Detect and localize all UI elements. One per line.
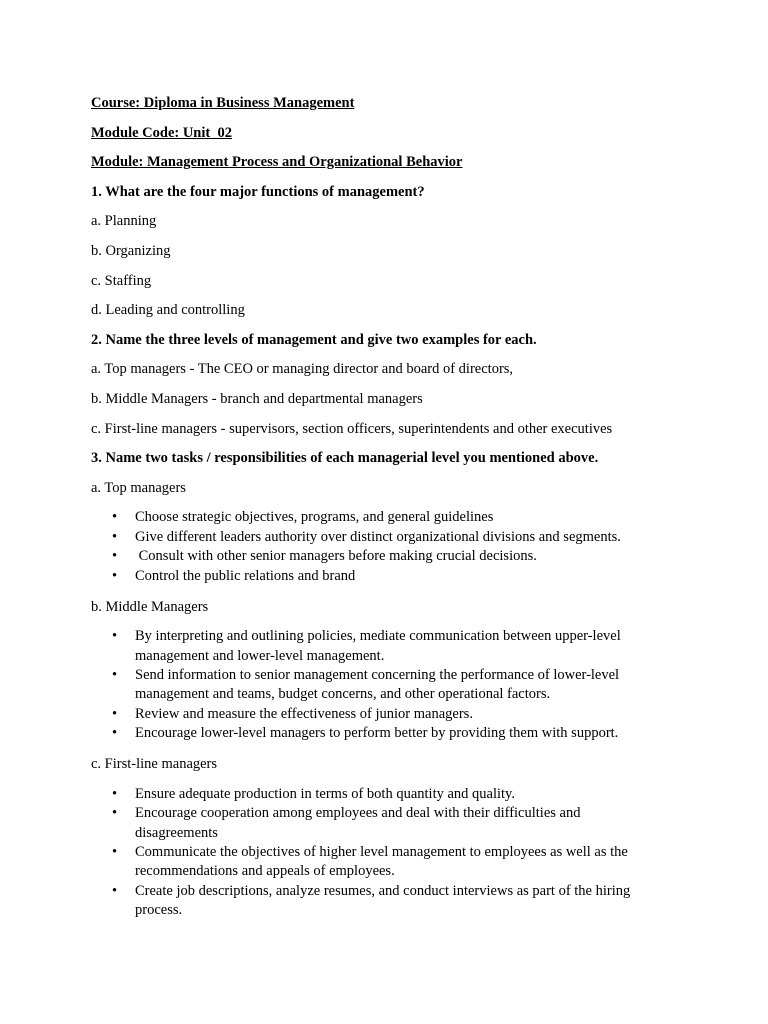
list-item-text: Encourage cooperation among employees and deal with their difficulties and disagreements [135,805,585,841]
middle-managers-list [91,627,671,743]
bullet-icon: • [112,567,118,584]
answer-1a: a. Planning [91,213,157,230]
bullet-icon: • [112,628,118,645]
answer-2b: b. Middle Managers - branch and departmental managers [91,390,423,407]
list-item-text: Encourage lower-level managers to perform better by providing them with support. [135,725,619,742]
list-item [91,508,663,527]
question-3: 3. Name two tasks / responsibilities of each managerial level you mentioned above. [91,450,599,467]
list-item-text: Consult with other senior managers before making crucial decisions. [135,548,537,565]
group-label-middle-managers: b. Middle Managers [91,598,209,615]
bullet-icon: • [112,785,118,802]
bullet-icon: • [112,805,118,822]
answer-1b: b. Organizing [91,242,171,259]
answer-1d: d. Leading and controlling [91,302,245,319]
bullet-icon: • [112,528,118,545]
list-item [91,547,663,566]
list-item [91,705,663,724]
list-item-text: Control the public relations and brand [135,567,356,584]
bullet-icon: • [112,509,118,526]
bullet-icon: • [112,882,118,899]
bullet-icon: • [112,705,118,722]
list-item [91,724,663,743]
list-item-text: Create job descriptions, analyze resumes, and conduct interviews as part of the hiring process. [135,882,634,919]
answer-1c: c. Staffing [91,272,152,289]
list-item-text: Send information to senior management concerning the performance of lower-level management and teams, budget concerns, and other operational factors. [135,666,623,703]
group-label-first-line-managers: c. First-line managers [91,756,218,773]
group-label-top-managers: a. Top managers [91,479,186,496]
list-item-text: Communicate the objectives of higher level management to employees as well as the recommendations and appeals of employees. [135,843,632,880]
list-item [91,843,663,882]
bullet-icon: • [112,725,118,742]
document-page [91,94,671,932]
bullet-icon: • [112,843,118,860]
course-heading: Course: Diploma in Business Management [91,95,355,111]
list-item [91,567,663,586]
first-line-managers-list [91,785,671,921]
list-item [91,528,663,547]
list-item [91,666,663,705]
module-heading: Module: Management Process and Organizational Behavior [91,154,463,171]
list-item [91,882,663,921]
question-1: 1. What are the four major functions of management? [91,183,425,200]
bullet-icon: • [112,548,118,565]
list-item-text: Review and measure the effectiveness of junior managers. [135,705,473,722]
bullet-icon: • [112,666,118,683]
list-item [91,785,663,804]
top-managers-list [91,508,671,586]
question-2: 2. Name the three levels of management and give two examples for each. [91,331,537,348]
answer-2a: a. Top managers - The CEO or managing director and board of directors, [91,361,514,378]
module-code-heading: Module Code: Unit_02 [91,124,232,141]
list-item [91,627,663,666]
list-item [91,804,663,843]
list-item-text: By interpreting and outlining policies, mediate communication between upper-level management and lower-level management. [135,628,625,664]
list-item-text: Ensure adequate production in terms of both quantity and quality. [135,785,515,802]
list-item-text: Choose strategic objectives, programs, and general guidelines [135,509,494,526]
answer-2c: c. First-line managers - supervisors, section officers, superintendents and other executives [91,420,613,437]
list-item-text: Give different leaders authority over distinct organizational divisions and segments. [135,528,621,545]
